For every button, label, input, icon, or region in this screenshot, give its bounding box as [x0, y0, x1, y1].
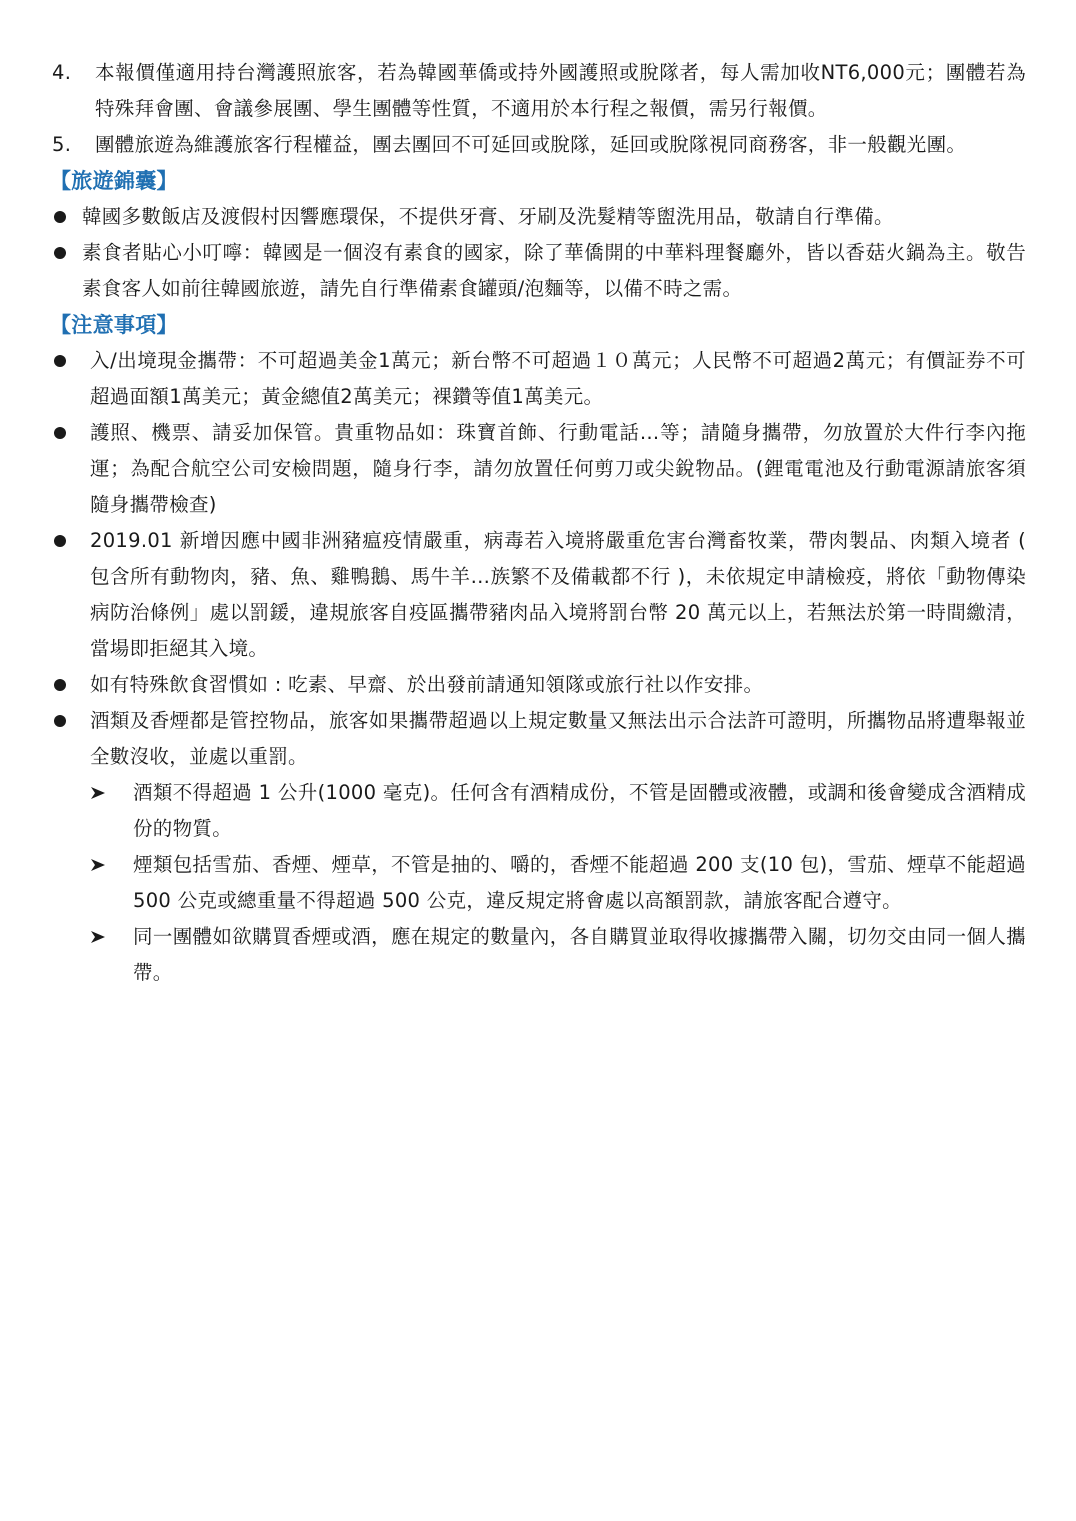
bullet-icon — [52, 667, 90, 703]
bullet-icon — [52, 343, 90, 379]
list-item-text: 如有特殊飲食習慣如 : 吃素、早齋、於出發前請通知領隊或旅行社以作安排。 — [90, 673, 764, 696]
arrow-bullet-icon — [90, 919, 133, 955]
list-item — [52, 523, 1026, 667]
list-item — [52, 415, 1026, 523]
sub-list-item-text: 煙類包括雪茄、香煙、煙草，不管是抽的、嚼的，香煙不能超過 200 支(10 包)，雪茄、煙草不能超過500 公克或總重量不得超過 500 公克，違反規定將會處以高額罰款，請旅客配合遵守。 — [133, 853, 1026, 912]
bullet-icon — [52, 199, 82, 235]
sub-list-item-text: 同一團體如欲購買香煙或酒，應在規定的數量內，各自購買並取得收據攜帶入關，切勿交由同一個人攜帶。 — [133, 925, 1026, 984]
list-item — [52, 235, 1026, 307]
numbered-item-5 — [52, 127, 1026, 163]
numbered-item-4 — [52, 55, 1026, 127]
list-item-text: 護照、機票、請妥加保管。貴重物品如：珠寶首飾、行動電話…等；請隨身攜帶，勿放置於大件行李內拖運；為配合航空公司安檢問題，隨身行李，請勿放置任何剪刀或尖銳物品。(鋰電電池及行動電源請旅客須隨身攜帶檢查) — [90, 421, 1026, 516]
bullet-icon — [52, 235, 82, 271]
list-item-text: 入/出境現金攜帶：不可超過美金1萬元；新台幣不可超過１０萬元；人民幣不可超過2萬元；有價証券不可超過面額1萬美元；黃金總值2萬美元；裸鑽等值1萬美元。 — [90, 349, 1026, 408]
item-text: 團體旅遊為維護旅客行程權益，團去團回不可延回或脫隊，延回或脫隊視同商務客，非一般觀光團。 — [95, 133, 967, 156]
item-number: 5. — [52, 133, 72, 156]
list-item — [52, 343, 1026, 415]
list-item-text: 2019.01 新增因應中國非洲豬瘟疫情嚴重，病毒若入境將嚴重危害台灣畜牧業，帶肉製品、肉類入境者 ( 包含所有動物肉，豬、魚、雞鴨鵝、馬牛羊…族繁不及備載都不行 )，未依規定申請檢疫，將依「動物傳染病防治條例」處以罰鍰，違規旅客自疫區攜帶豬肉品入境將罰台幣 20 萬元以上，若無法於第一時間繳清，當場即拒絕其入境。 — [90, 529, 1026, 660]
item-number: 4. — [52, 61, 72, 84]
travel-tips-list — [52, 199, 1026, 307]
arrow-bullet-icon — [90, 775, 133, 811]
arrow-bullet-icon — [90, 847, 133, 883]
list-item-text: 素食者貼心小叮嚀：韓國是一個沒有素食的國家，除了華僑開的中華料理餐廳外，皆以香菇火鍋為主。敬告素食客人如前往韓國旅遊，請先自行準備素食罐頭/泡麵等，以備不時之需。 — [82, 241, 1026, 300]
list-item-text: 韓國多數飯店及渡假村因響應環保，不提供牙膏、牙刷及洗髮精等盥洗用品，敬請自行準備。 — [82, 205, 894, 228]
bullet-icon — [52, 523, 90, 559]
bullet-icon — [52, 703, 90, 739]
travel-tips-heading: 【旅遊錦囊】 — [50, 169, 178, 193]
sub-list-item — [90, 847, 1026, 919]
list-item — [52, 199, 1026, 235]
notes-heading: 【注意事項】 — [50, 313, 178, 337]
list-item-text: 酒類及香煙都是管控物品，旅客如果攜帶超過以上規定數量又無法出示合法許可證明，所攜物品將遭舉報並全數沒收，並處以重罰。 — [90, 709, 1026, 768]
sub-list-item — [90, 919, 1026, 991]
sub-list-item-text: 酒類不得超過 1 公升(1000 毫克)。任何含有酒精成份，不管是固體或液體，或調和後會變成含酒精成份的物質。 — [133, 781, 1026, 840]
list-item — [52, 667, 1026, 703]
notes-list — [52, 343, 1026, 991]
list-item — [52, 703, 1026, 775]
sub-list — [90, 775, 1026, 991]
numbered-list — [52, 55, 1026, 163]
sub-list-item — [90, 775, 1026, 847]
bullet-icon — [52, 415, 90, 451]
item-text: 本報價僅適用持台灣護照旅客，若為韓國華僑或持外國護照或脫隊者，每人需加收NT6,000元；團體若為特殊拜會團、會議參展團、學生團體等性質，不適用於本行程之報價，需另行報價。 — [95, 61, 1026, 120]
